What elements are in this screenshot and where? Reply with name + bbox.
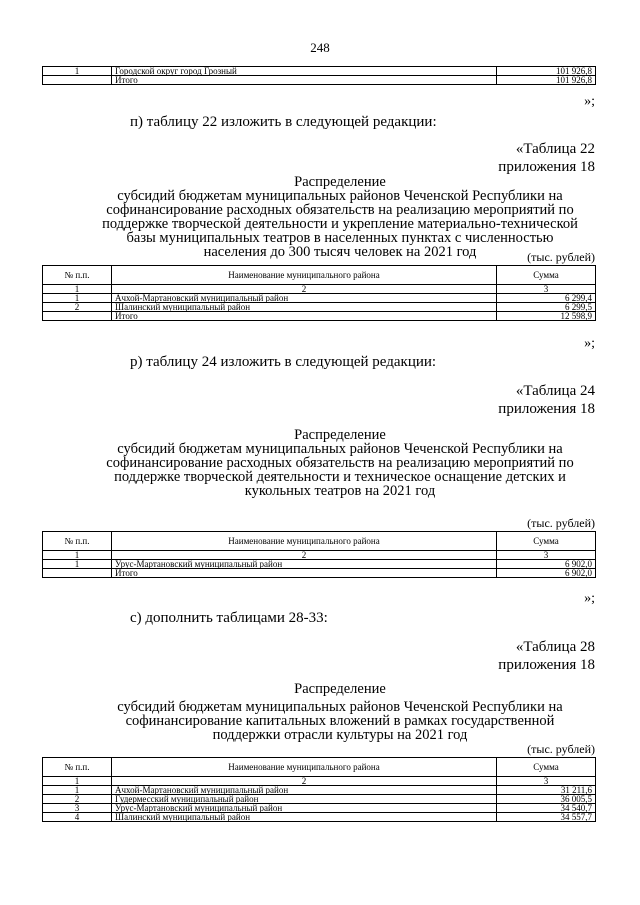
quote-end: »; xyxy=(584,336,595,351)
index-cell: 3 xyxy=(497,551,596,560)
page-number: 248 xyxy=(310,40,330,55)
index-cell: 1 xyxy=(43,285,112,294)
table24-label xyxy=(498,382,595,418)
table28-label xyxy=(498,638,595,674)
header-number: № п.п. xyxy=(43,758,112,777)
title-line: поддержке творческой деятельности и техническое оснащение детских и xyxy=(114,469,566,485)
row-number xyxy=(43,312,112,321)
row-number: 1 xyxy=(43,294,112,303)
title-line: базы муниципальных театров в населенных пунктах с численностью xyxy=(126,230,554,246)
row-sum: 6 902,0 xyxy=(497,560,596,569)
row-number: 1 xyxy=(43,786,112,795)
row-number: 3 xyxy=(43,804,112,813)
row-sum: 101 926,8 xyxy=(497,67,596,76)
header-sum: Сумма xyxy=(497,532,596,551)
row-number: 2 xyxy=(43,303,112,312)
index-cell: 2 xyxy=(112,551,497,560)
row-sum: 34 540,7 xyxy=(497,804,596,813)
row-sum: 6 299,5 xyxy=(497,303,596,312)
table24-title xyxy=(95,428,585,498)
title-line: населения до 300 тысяч человек на 2021 год xyxy=(203,244,477,260)
table-row xyxy=(43,312,596,321)
title-line: Распределение xyxy=(294,681,386,697)
row-number: 1 xyxy=(43,560,112,569)
header-sum: Сумма xyxy=(497,758,596,777)
table-label-line: «Таблица 28 xyxy=(515,639,595,655)
paragraph-p: п) таблицу 22 изложить в следующей редакции: xyxy=(130,114,437,130)
quote-end: »; xyxy=(584,94,595,109)
header-name: Наименование муниципального района xyxy=(112,758,497,777)
table-label-line: «Таблица 24 xyxy=(515,383,595,399)
title-line: кукольных театров на 2021 год xyxy=(244,483,436,499)
index-cell: 3 xyxy=(497,777,596,786)
total-label: Итого xyxy=(112,569,497,578)
table28 xyxy=(42,757,596,822)
table22 xyxy=(42,265,596,321)
table22-title xyxy=(95,175,585,259)
district-name: Ачхой-Мартановский муниципальный район xyxy=(112,294,497,303)
total-sum: 101 926,8 xyxy=(497,76,596,85)
table-header xyxy=(43,758,596,777)
title-line: софинансирование расходных обязательств на реализацию мероприятий по xyxy=(106,455,574,471)
appendix-label-line: приложения 18 xyxy=(498,657,595,673)
row-sum: 31 211,6 xyxy=(497,786,596,795)
index-cell: 1 xyxy=(43,777,112,786)
index-cell: 1 xyxy=(43,551,112,560)
total-label: Итого xyxy=(112,312,497,321)
row-sum: 6 299,4 xyxy=(497,294,596,303)
top-table xyxy=(42,66,596,85)
title-line: субсидий бюджетам муниципальных районов Чеченской Республики на xyxy=(117,441,563,457)
title-line: поддержки отрасли культуры на 2021 год xyxy=(212,727,468,743)
table-header xyxy=(43,266,596,285)
title-line: Распределение xyxy=(294,174,386,190)
appendix-label-line: приложения 18 xyxy=(498,401,595,417)
appendix-label-line: приложения 18 xyxy=(498,159,595,175)
table-header xyxy=(43,532,596,551)
quote-end: »; xyxy=(584,591,595,606)
district-name: Городской округ город Грозный xyxy=(112,67,497,76)
table24 xyxy=(42,531,596,578)
header-name: Наименование муниципального района xyxy=(112,532,497,551)
total-label: Итого xyxy=(112,76,497,85)
header-number: № п.п. xyxy=(43,266,112,285)
paragraph-r: р) таблицу 24 изложить в следующей редакции: xyxy=(130,354,437,370)
title-line: Распределение xyxy=(294,427,386,443)
title-line: субсидий бюджетам муниципальных районов Чеченской Республики на xyxy=(117,188,563,204)
row-number xyxy=(43,569,112,578)
total-sum: 12 598,9 xyxy=(497,312,596,321)
title-line: субсидий бюджетам муниципальных районов Чеченской Республики на xyxy=(117,699,563,715)
title-line: софинансирование капитальных вложений в рамках государственной xyxy=(125,713,555,729)
unit-label: (тыс. рублей) xyxy=(527,516,595,530)
district-name: Ачхой-Мартановский муниципальный район xyxy=(112,786,497,795)
index-cell: 2 xyxy=(112,285,497,294)
index-cell: 2 xyxy=(112,777,497,786)
row-sum: 36 005,5 xyxy=(497,795,596,804)
table-label-line: «Таблица 22 xyxy=(515,141,595,157)
unit-label: (тыс. рублей) xyxy=(527,250,595,264)
header-sum: Сумма xyxy=(497,266,596,285)
district-name: Урус-Мартановский муниципальный район xyxy=(112,560,497,569)
row-sum: 34 557,7 xyxy=(497,813,596,822)
district-name: Шалинский муниципальный район xyxy=(112,303,497,312)
header-number: № п.п. xyxy=(43,532,112,551)
row-number: 2 xyxy=(43,795,112,804)
district-name: Урус-Мартановский муниципальный район xyxy=(112,804,497,813)
table-row xyxy=(43,813,596,822)
title-line: софинансирование расходных обязательств на реализацию мероприятий по xyxy=(106,202,574,218)
header-name: Наименование муниципального района xyxy=(112,266,497,285)
total-sum: 6 902,0 xyxy=(497,569,596,578)
paragraph-s: с) дополнить таблицами 28-33: xyxy=(130,610,328,626)
row-number: 4 xyxy=(43,813,112,822)
district-name: Гудермесский муниципальный район xyxy=(112,795,497,804)
index-cell: 3 xyxy=(497,285,596,294)
unit-label: (тыс. рублей) xyxy=(527,742,595,756)
table22-label xyxy=(498,140,595,176)
table-row xyxy=(43,569,596,578)
row-number: 1 xyxy=(43,67,112,76)
table28-title xyxy=(95,682,585,742)
table-row xyxy=(43,76,596,85)
district-name: Шалинский муниципальный район xyxy=(112,813,497,822)
title-line: поддержке творческой деятельности и укрепление материально-технической xyxy=(102,216,578,232)
row-number xyxy=(43,76,112,85)
